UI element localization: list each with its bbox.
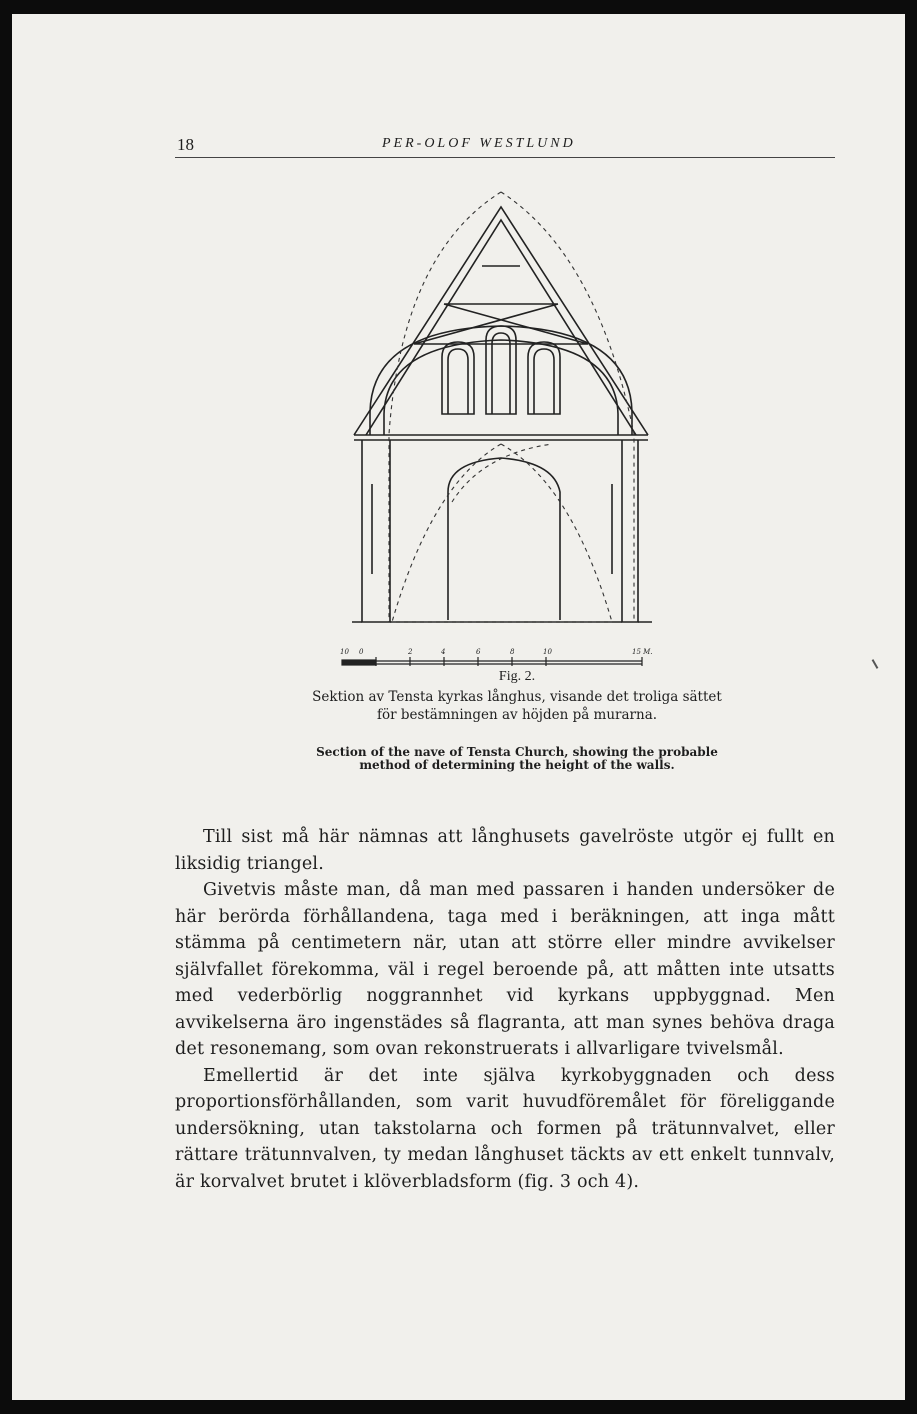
book-page: [12, 14, 905, 1400]
construction-lines: [389, 192, 634, 622]
gable-triangle: [354, 207, 648, 435]
header-rule: [175, 157, 835, 158]
running-header-author: PER-OLOF WESTLUND: [382, 136, 576, 151]
scale-label: 10: [543, 648, 552, 656]
barrel-vault: [370, 326, 632, 435]
walls: [362, 440, 638, 622]
doorway-arch: [448, 458, 560, 620]
paragraph: Givetvis måste man, då man med passaren i handen undersöker de här berörda förhållandena, taga med i beräkningen, att inga mått stämma på centimetern när, utan att större eller mindre avvikelser självfallet förekomma, väl i regel beroende på, att måtten inte utsatts med vederbörlig noggrannhet vid kyrkans uppbyggnad. Men avvikelserna äro ingenstädes så flagranta, att man synes behöva draga det resonemang, som ovan rekonstruerats i allvarligare tvivelsmål.: [175, 880, 835, 1059]
tie-beam: [354, 435, 648, 440]
paragraph: Emellertid är det inte själva kyrkobyggnaden och dess proportionsförhållanden, som varit huvudföremålet för föreliggande undersökning, utan takstolarna och formen på trätunnvalvet, eller rättare trätunnvalven, ty medan långhuset täckts av ett enkelt tunnvalv, är korvalvet brutet i klöverbladsform (fig. 3 och 4).: [175, 1065, 835, 1192]
scale-label: 2: [408, 648, 413, 656]
scale-label: 6: [476, 648, 481, 656]
paragraph: Till sist må här nämnas att långhusets gavelröste utgör ej fullt en liksidig triangel.: [175, 827, 835, 874]
page-number: 18: [177, 135, 194, 154]
figure-caption-swedish: Sektion av Tensta kyrkas långhus, visande det troliga sättet för bestämningen av höjden på murarna.: [312, 689, 722, 723]
figure-caption-english: Section of the nave of Tensta Church, showing the probable method of determining the height of the walls.: [316, 745, 718, 772]
scale-bar: [342, 657, 642, 666]
scale-label: 4: [441, 648, 446, 656]
nave-section-drawing: [312, 180, 712, 670]
figure-label: Fig. 2.: [498, 669, 536, 684]
scale-label: 8: [510, 648, 515, 656]
scale-label: 15 M.: [632, 648, 653, 656]
scan-speck: [872, 659, 879, 669]
scale-label: 0: [359, 648, 364, 656]
scale-label: 10: [340, 648, 349, 656]
body-text: [175, 824, 835, 1195]
